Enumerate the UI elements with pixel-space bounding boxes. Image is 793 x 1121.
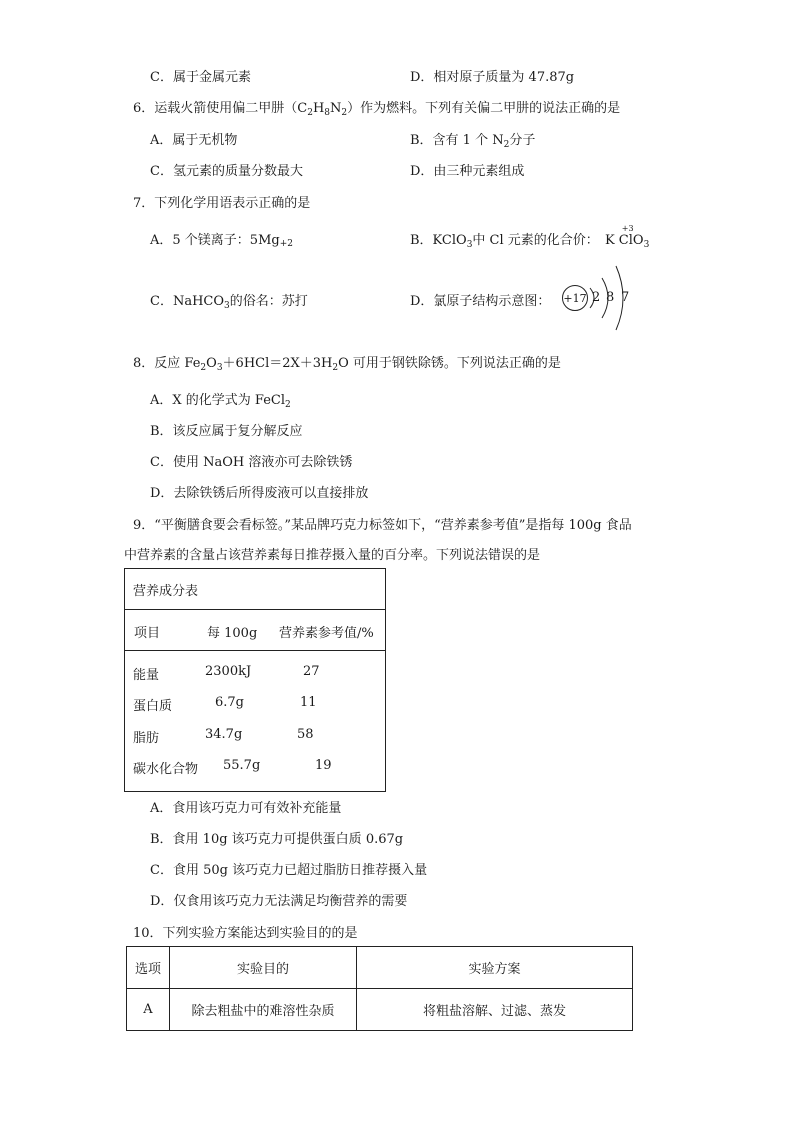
q5-option-d: D．相对原子质量为 47.87g <box>410 70 575 85</box>
table-row-amount: 6.7g <box>215 695 244 710</box>
q8-option-d: D．去除铁锈后所得废液可以直接排放 <box>150 486 369 501</box>
q6-option-a: A．属于无机物 <box>150 133 238 148</box>
q9-stem-line1: 9．“平衡膳食要会看标签。”某品牌巧克力标签如下，“营养素参考值”是指每 100g 食品 <box>133 518 632 533</box>
table-row <box>127 989 633 1031</box>
table-row-amount: 2300kJ <box>205 664 252 679</box>
table-row-label: 碳水化合物 <box>133 762 199 777</box>
table-row-label: 脂肪 <box>133 731 160 746</box>
q7-option-c: C．NaHCO$_3$的俗名：苏打 <box>150 294 308 311</box>
header-plan: 实验方案 <box>357 947 633 989</box>
q8-option-b: B．该反应属于复分解反应 <box>150 424 303 439</box>
q6-option-c: C．氢元素的质量分数最大 <box>150 164 303 179</box>
valence-mark: +3 <box>621 224 634 233</box>
q8-option-c: C．使用 NaOH 溶液亦可去除铁锈 <box>150 455 353 470</box>
nutrition-table-title: 营养成分表 <box>125 569 386 610</box>
chlorine-nucleus: +17 <box>562 285 588 311</box>
table-row-label: 蛋白质 <box>133 699 173 714</box>
q8-stem: 8．反应 $Fe_2O_3+6HCl=2X+3H_2O$ 可用于钢铁除锈。下列说法正确的是 <box>133 356 561 373</box>
experiment-table <box>126 946 633 1031</box>
table-row-nrv: 11 <box>300 695 317 710</box>
q7-option-d: D．氯原子结构示意图： <box>410 294 551 309</box>
shell-count-2: 8 <box>606 290 615 305</box>
header-per-100g: 每 100g <box>207 626 258 641</box>
table-row-nrv: 27 <box>303 664 320 679</box>
q10-stem: 10．下列实验方案能达到实验目的的是 <box>133 926 358 941</box>
table-row-nrv: 58 <box>297 727 314 742</box>
header-nrv: 营养素参考值/% <box>279 626 374 641</box>
table-row-nrv: 19 <box>315 758 332 773</box>
q9-option-a: A．食用该巧克力可有效补充能量 <box>150 801 342 816</box>
row-plan: 将粗盐溶解、过滤、蒸发 <box>357 989 633 1031</box>
q7-option-b: B．KClO$_3$中 Cl 元素的化合价： K +3 ClO$_3$ <box>410 224 650 250</box>
q7-stem: 7．下列化学用语表示正确的是 <box>133 196 311 211</box>
q9-option-d: D．仅食用该巧克力无法满足均衡营养的需要 <box>150 894 408 909</box>
nutrition-table <box>124 568 386 792</box>
shell-count-3: 7 <box>621 290 630 305</box>
header-purpose: 实验目的 <box>170 947 357 989</box>
q9-stem-line2: 中营养素的含量占该营养素每日推荐摄入量的百分率。下列说法错误的是 <box>124 548 541 563</box>
q6-stem: 6．运载火箭使用偏二甲肼$(C_2H_8N_2)$作为燃料。下列有关偏二甲肼的说法正确的是 <box>133 101 621 118</box>
row-option: A <box>127 989 170 1031</box>
row-purpose: 除去粗盐中的难溶性杂质 <box>170 989 357 1031</box>
header-item: 项目 <box>134 626 161 641</box>
table-row-amount: 34.7g <box>205 727 243 742</box>
table-row-amount: 55.7g <box>223 758 261 773</box>
q9-option-b: B．食用 10g 该巧克力可提供蛋白质 0.67g <box>150 832 404 847</box>
q8-option-a: A．X 的化学式为 FeCl$_2$ <box>150 393 291 410</box>
q6-option-b: B．含有 1 个 $N_2$分子 <box>410 133 536 150</box>
q6-option-d: D．由三种元素组成 <box>410 164 525 179</box>
q5-option-c: C．属于金属元素 <box>150 70 251 85</box>
q9-option-c: C．食用 50g 该巧克力已超过脂肪日推荐摄入量 <box>150 863 428 878</box>
shell-count-1: 2 <box>592 290 601 305</box>
q7-option-a: A．5 个镁离子：$5Mg_{+2}$ <box>150 233 293 249</box>
table-row-label: 能量 <box>133 668 160 683</box>
header-option: 选项 <box>127 947 170 989</box>
